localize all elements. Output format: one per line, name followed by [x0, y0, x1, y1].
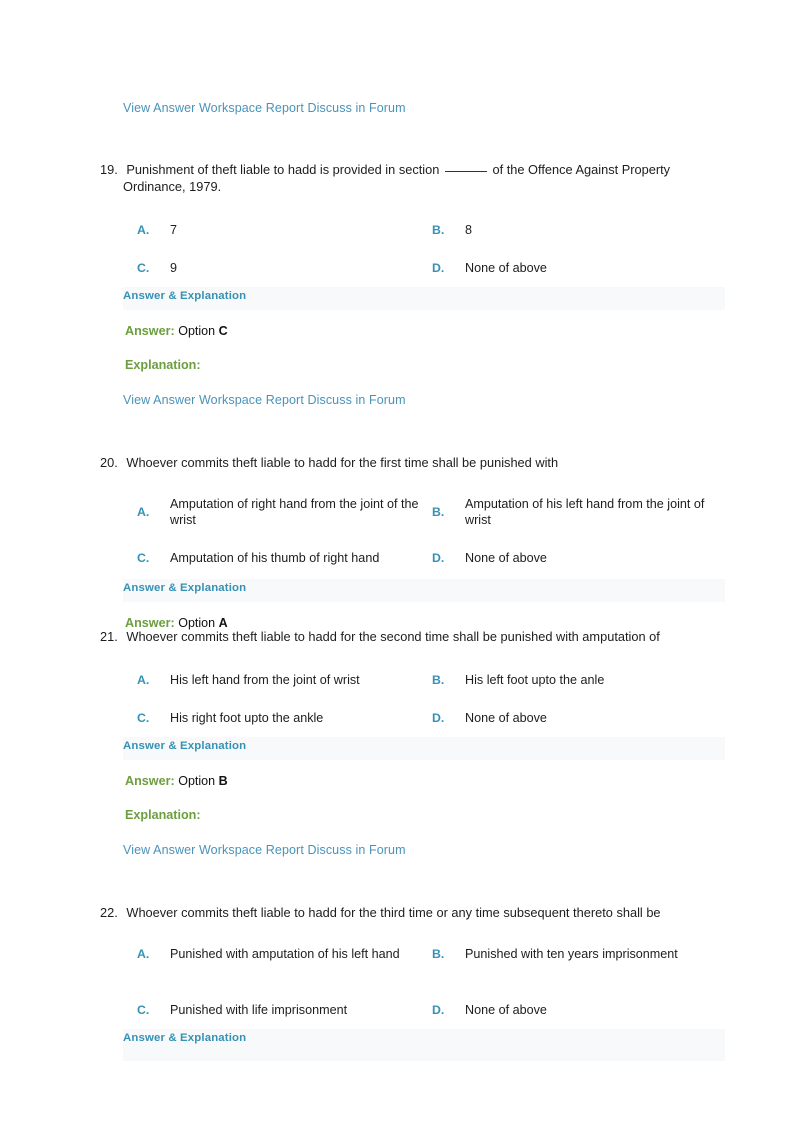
option-row — [123, 946, 733, 1002]
option-letter: A. — [137, 947, 150, 961]
question-22-number: 22. — [100, 905, 118, 920]
question-20-body: Whoever commits theft liable to hadd for the first time shall be punished with — [126, 455, 559, 470]
option-letter: A. — [137, 223, 150, 237]
option-letter: D. — [432, 1003, 445, 1017]
answer-explanation-band-22 — [123, 1028, 725, 1061]
option-letter: C. — [137, 551, 150, 565]
answer-value: Option B — [178, 774, 228, 788]
option-label: None of above — [465, 551, 547, 565]
view-answer-workspace-link-19[interactable]: View Answer Workspace Report Discuss in Forum — [123, 393, 406, 407]
option-letter: C. — [137, 261, 150, 275]
option-letter: A. — [137, 673, 150, 687]
option-c-20[interactable] — [137, 550, 422, 566]
option-row — [123, 672, 733, 710]
option-a-21[interactable] — [137, 672, 422, 688]
option-label: Amputation of right hand from the joint of the wrist — [170, 497, 419, 527]
option-a-20[interactable] — [137, 496, 422, 528]
answer-value: Option C — [178, 324, 228, 338]
option-letter: B. — [432, 505, 445, 519]
answer-value: Option A — [178, 616, 228, 630]
option-label: His left hand from the joint of wrist — [170, 673, 360, 687]
option-row — [123, 222, 733, 260]
option-letter: B. — [432, 223, 445, 237]
option-label: 9 — [170, 261, 178, 275]
explanation-label-19: Explanation: — [125, 358, 201, 372]
option-b-21[interactable] — [432, 672, 732, 688]
option-d-22[interactable] — [432, 1002, 732, 1018]
answer-explanation-band-20 — [123, 578, 725, 602]
option-letter: B. — [432, 673, 445, 687]
option-label: None of above — [465, 261, 547, 275]
question-19-options — [123, 222, 733, 290]
answer-label: Answer: — [125, 324, 175, 338]
option-letter: D. — [432, 711, 445, 725]
option-b-20[interactable] — [432, 496, 732, 528]
question-19-blank — [445, 171, 487, 172]
option-c-19[interactable] — [137, 260, 422, 276]
question-22-options — [123, 946, 733, 1032]
question-21-body: Whoever commits theft liable to hadd for the second time shall be punished with amputation of — [126, 629, 660, 644]
option-c-22[interactable] — [137, 1002, 422, 1018]
answer-label: Answer: — [125, 774, 175, 788]
question-21-text — [100, 628, 710, 645]
question-22-body: Whoever commits theft liable to hadd for the third time or any time subsequent thereto shall be — [126, 905, 661, 920]
option-b-19[interactable] — [432, 222, 732, 238]
question-20-options — [123, 496, 733, 580]
option-label: 8 — [465, 223, 473, 237]
option-letter: B. — [432, 947, 445, 961]
question-22-text — [100, 904, 710, 921]
option-row — [123, 550, 733, 580]
option-a-22[interactable] — [137, 946, 422, 962]
answer-explanation-label: Answer & Explanation — [123, 582, 247, 594]
option-letter: D. — [432, 551, 445, 565]
option-label: None of above — [465, 1003, 547, 1017]
answer-line-21 — [125, 772, 228, 790]
option-label: Amputation of his left hand from the joint of wrist — [465, 497, 705, 527]
view-answer-workspace-link-top[interactable]: View Answer Workspace Report Discuss in Forum — [123, 101, 406, 115]
option-a-19[interactable] — [137, 222, 422, 238]
view-answer-workspace-link-21[interactable]: View Answer Workspace Report Discuss in Forum — [123, 843, 406, 857]
answer-label: Answer: — [125, 616, 175, 630]
answer-explanation-label: Answer & Explanation — [123, 290, 247, 302]
option-d-21[interactable] — [432, 710, 732, 726]
answer-explanation-band-19 — [123, 286, 725, 310]
option-d-19[interactable] — [432, 260, 732, 276]
option-b-22[interactable] — [432, 946, 732, 962]
option-label: Punished with ten years imprisonment — [465, 947, 678, 961]
option-letter: C. — [137, 711, 150, 725]
option-row — [123, 496, 733, 550]
question-20-text — [100, 454, 710, 471]
question-20-number: 20. — [100, 455, 118, 470]
option-c-21[interactable] — [137, 710, 422, 726]
answer-explanation-band-21 — [123, 736, 725, 760]
answer-line-19 — [125, 322, 228, 340]
question-21-options — [123, 672, 733, 740]
option-label: His right foot upto the ankle — [170, 711, 324, 725]
option-label: 7 — [170, 223, 178, 237]
question-19-text — [100, 161, 710, 195]
option-letter: C. — [137, 1003, 150, 1017]
answer-explanation-label: Answer & Explanation — [123, 1032, 247, 1044]
answer-explanation-label: Answer & Explanation — [123, 740, 247, 752]
option-label: Amputation of his thumb of right hand — [170, 551, 380, 565]
option-label: None of above — [465, 711, 547, 725]
option-letter: A. — [137, 505, 150, 519]
question-19-text-part1: Punishment of theft liable to hadd is provided in section — [126, 162, 443, 177]
option-label: His left foot upto the anle — [465, 673, 605, 687]
explanation-label-21: Explanation: — [125, 808, 201, 822]
question-19-text-part2: of the Offence Against Property Ordinance, 1979. — [123, 162, 671, 194]
option-label: Punished with amputation of his left hand — [170, 947, 400, 961]
option-d-20[interactable] — [432, 550, 732, 566]
question-21-number: 21. — [100, 629, 118, 644]
option-label: Punished with life imprisonment — [170, 1003, 348, 1017]
option-letter: D. — [432, 261, 445, 275]
question-19-number: 19. — [100, 162, 118, 177]
